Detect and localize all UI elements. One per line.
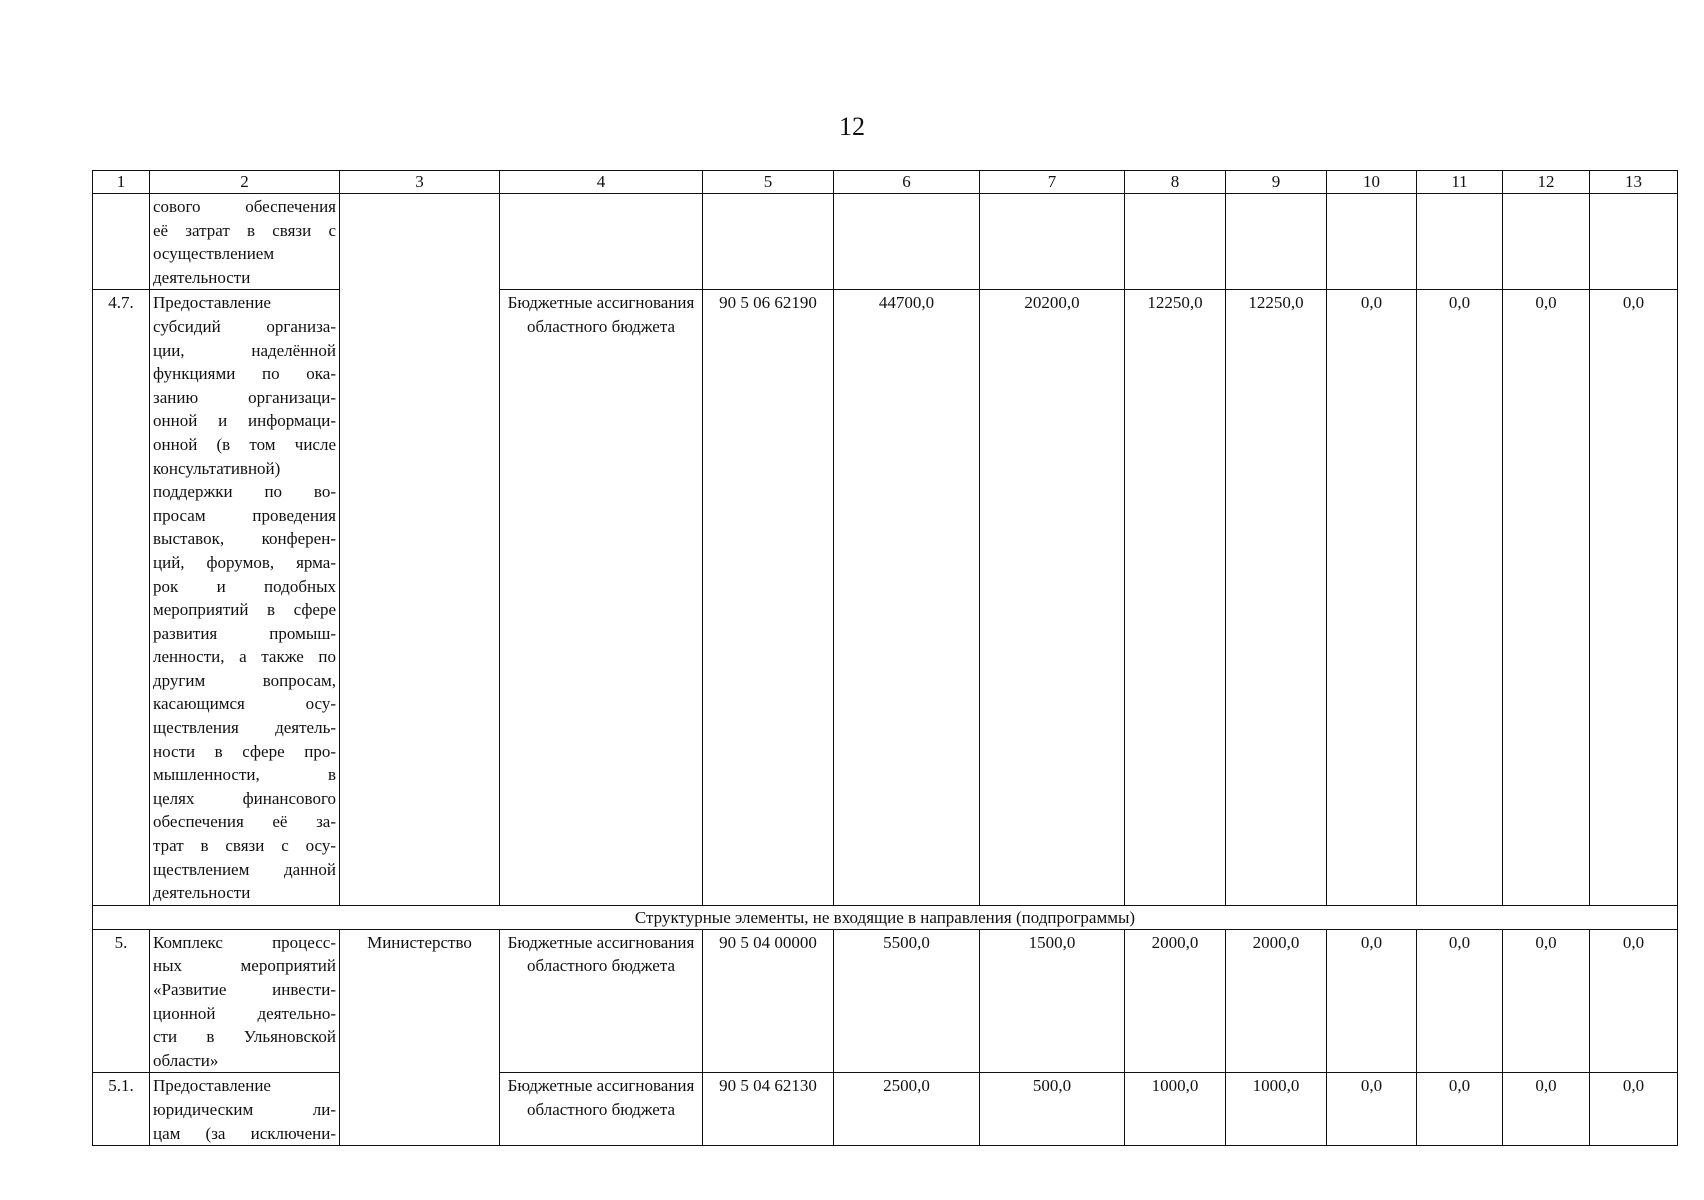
row-code: 90 5 04 00000	[703, 929, 834, 1073]
section-row	[93, 905, 1678, 929]
row-value: 12250,0	[1226, 290, 1327, 905]
row-description	[150, 290, 340, 905]
row-description	[150, 1073, 340, 1146]
desc-line: обеспечения её за-	[153, 812, 336, 832]
desc-line: мероприятий в сфере	[153, 600, 336, 620]
desc-line: просам проведения	[153, 505, 336, 525]
col-header: 3	[340, 171, 500, 194]
row-value: 0,0	[1327, 290, 1417, 905]
row-number	[93, 194, 150, 290]
row-source: Бюджетные ассигнования областного бюджета	[500, 929, 703, 1073]
row-executor: Министерство	[340, 929, 500, 1073]
row-value: 0,0	[1503, 929, 1590, 1073]
desc-line: ществления деятель-	[153, 718, 336, 738]
desc-line: ленности, а также по	[153, 647, 336, 667]
row-executor	[340, 194, 500, 290]
table-row	[93, 929, 1678, 1073]
desc-line: онной и информаци-	[153, 411, 336, 431]
table-row	[93, 194, 1678, 290]
col-header: 5	[703, 171, 834, 194]
desc-line: касающимся осу-	[153, 694, 336, 714]
desc-line: «Развитие инвести-	[153, 980, 336, 999]
desc-line: выставок, конферен-	[153, 529, 336, 549]
desc-line: рок и подобных	[153, 576, 336, 596]
table-row	[93, 290, 1678, 905]
desc-line: её затрат в связи с	[153, 220, 336, 240]
desc-line: трат в связи с осу-	[153, 836, 336, 856]
col-header: 12	[1503, 171, 1590, 194]
row-value: 2500,0	[834, 1073, 980, 1146]
row-executor	[340, 290, 500, 905]
row-value: 0,0	[1417, 290, 1503, 905]
row-value: 12250,0	[1125, 290, 1226, 905]
row-source	[500, 194, 703, 290]
col-header: 2	[150, 171, 340, 194]
row-description	[150, 194, 340, 290]
row-number: 5.1.	[93, 1073, 150, 1146]
desc-line: другим вопросам,	[153, 670, 336, 690]
row-value: 0,0	[1417, 929, 1503, 1073]
col-header: 6	[834, 171, 980, 194]
row-code: 90 5 06 62190	[703, 290, 834, 905]
row-value: 1000,0	[1226, 1073, 1327, 1146]
desc-line: занию организаци-	[153, 387, 336, 407]
desc-line: осуществлением	[153, 244, 275, 264]
desc-line: ности в сфере про-	[153, 741, 336, 761]
desc-line: целях финансового	[153, 788, 336, 808]
desc-line: ционной деятельно-	[153, 1003, 336, 1023]
col-header: 11	[1417, 171, 1503, 194]
desc-line: Предоставление	[153, 293, 271, 313]
desc-line: субсидий организа-	[153, 316, 336, 336]
row-value: 20200,0	[980, 290, 1125, 905]
row-value: 0,0	[1503, 1073, 1590, 1146]
page-number: 12	[839, 112, 865, 141]
row-value: 0,0	[1327, 1073, 1417, 1146]
desc-line: ции, наделённой	[153, 340, 336, 360]
col-header: 7	[980, 171, 1125, 194]
desc-line: функциями по ока-	[153, 364, 336, 384]
table-row	[93, 1073, 1678, 1146]
desc-line: онной (в том числе	[153, 434, 336, 454]
row-source: Бюджетные ассигнования областного бюджета	[500, 290, 703, 905]
row-executor	[340, 1073, 500, 1146]
row-number: 5.	[93, 929, 150, 1073]
desc-line: сового обеспечения	[153, 197, 336, 216]
col-header: 10	[1327, 171, 1417, 194]
row-value: 0,0	[1590, 1073, 1678, 1146]
desc-line: развития промыш-	[153, 623, 336, 643]
row-value: 2000,0	[1226, 929, 1327, 1073]
row-value: 0,0	[1590, 290, 1678, 905]
desc-line: ных мероприятий	[153, 956, 336, 976]
desc-line: сти в Ульяновской	[153, 1027, 336, 1047]
col-header: 4	[500, 171, 703, 194]
column-number-row	[93, 171, 1678, 194]
col-header: 8	[1125, 171, 1226, 194]
col-header: 1	[93, 171, 150, 194]
desc-line: области»	[153, 1050, 219, 1070]
col-header: 13	[1590, 171, 1678, 194]
row-value: 1500,0	[980, 929, 1125, 1073]
row-value: 44700,0	[834, 290, 980, 905]
row-value: 0,0	[1590, 929, 1678, 1073]
desc-line: деятельности	[153, 267, 251, 287]
desc-line: Комплекс процесс-	[153, 932, 336, 952]
desc-line: ций, форумов, ярма-	[153, 552, 336, 572]
section-title: Структурные элементы, не входящие в направления (подпрограммы)	[93, 905, 1678, 929]
row-description	[150, 929, 340, 1073]
desc-line: цам (за исключени-	[153, 1123, 336, 1143]
row-value: 2000,0	[1125, 929, 1226, 1073]
row-source: Бюджетные ассигнования областного бюджета	[500, 1073, 703, 1146]
row-value: 1000,0	[1125, 1073, 1226, 1146]
row-value: 0,0	[1327, 929, 1417, 1073]
row-number: 4.7.	[93, 290, 150, 905]
desc-line: мышленности, в	[153, 765, 336, 785]
row-code	[703, 194, 834, 290]
col-header: 9	[1226, 171, 1327, 194]
row-value: 5500,0	[834, 929, 980, 1073]
desc-line: консультативной)	[153, 458, 281, 478]
row-value: 500,0	[980, 1073, 1125, 1146]
desc-line: юридическим ли-	[153, 1099, 336, 1119]
row-code: 90 5 04 62130	[703, 1073, 834, 1146]
desc-line: поддержки по во-	[153, 482, 336, 502]
budget-table	[92, 170, 1678, 1146]
desc-line: Предоставление	[153, 1076, 271, 1096]
row-value: 0,0	[1417, 1073, 1503, 1146]
row-value: 0,0	[1503, 290, 1590, 905]
desc-line: деятельности	[153, 883, 251, 903]
desc-line: ществлением данной	[153, 859, 336, 879]
